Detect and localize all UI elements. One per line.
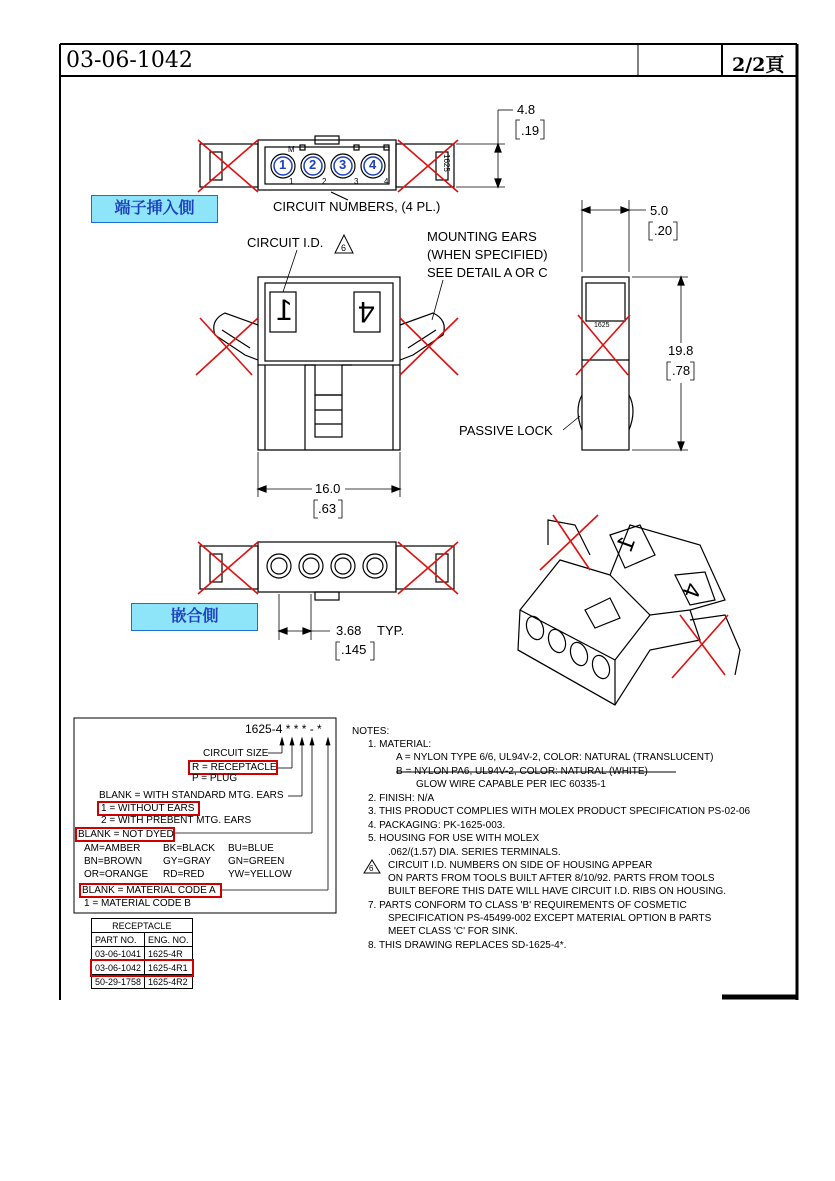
note-line: BUILT BEFORE THIS DATE WILL HAVE CIRCUIT I.D. RIBS ON HOUSING. xyxy=(388,886,727,897)
front-id-4: 4 xyxy=(358,295,375,328)
note-line: B = NYLON PA6, UL94V-2, COLOR: NATURAL (WHITE) xyxy=(396,766,648,777)
table-cell: 03-06-1041 xyxy=(92,947,145,961)
table-row xyxy=(92,961,193,975)
color-gn: GN=GREEN xyxy=(228,856,285,867)
small-number-1: 1 xyxy=(289,177,294,186)
receptacle-header-part: PART NO. xyxy=(92,933,145,947)
color-bk: BK=BLACK xyxy=(163,843,215,854)
dim-16-0-in: .63 xyxy=(318,501,337,516)
table-cell: 03-06-1042 xyxy=(92,961,145,975)
material-a-highlight xyxy=(79,883,222,898)
note-line: 2. FINISH: N/A xyxy=(368,793,435,804)
dim-5-0-in: .20 xyxy=(654,223,673,238)
note-line: A = NYLON TYPE 6/6, UL94V-2, COLOR: NATURAL (TRANSLUCENT) xyxy=(396,752,714,763)
not-dyed-label: BLANK = NOT DYED xyxy=(78,829,174,840)
note-line: 1. MATERIAL: xyxy=(368,739,432,750)
mark-m: M xyxy=(288,145,295,154)
dim-19-8: 19.8 xyxy=(668,343,694,358)
dim-4-8: 4.8 xyxy=(517,102,536,117)
receptacle-header-eng: ENG. NO. xyxy=(145,933,193,947)
notes-title: NOTES: xyxy=(352,726,390,737)
circuit-id-note-number: 6 xyxy=(341,243,347,253)
dim-19-8-in: .78 xyxy=(672,363,691,378)
note-line: .062/(1.57) DIA. SERIES TERMINALS. xyxy=(388,847,561,858)
circuit-id-label: CIRCUIT I.D. xyxy=(247,235,324,250)
table-cell: 1625-4R xyxy=(145,947,193,961)
table-cell: 50-29-1758 xyxy=(92,975,145,989)
circuit-number-2: 2 xyxy=(309,157,317,172)
dim-4-8-in: .19 xyxy=(521,123,540,138)
without-ears-label: 1 = WITHOUT EARS xyxy=(101,803,195,814)
mating-side-label: 嵌合側 xyxy=(131,603,258,631)
note-line: SPECIFICATION PS-45499-002 EXCEPT MATERIAL OPTION B PARTS xyxy=(388,913,712,924)
small-number-4: 4 xyxy=(384,177,389,186)
red-cross-marks xyxy=(196,140,728,678)
prebent-label: 2 = WITH PREBENT MTG. EARS xyxy=(101,815,252,826)
color-bu: BU=BLUE xyxy=(228,843,274,854)
table-cell: 1625-4R1 xyxy=(145,961,193,975)
without-ears-highlight xyxy=(97,801,200,816)
table-cell: 1625-4R2 xyxy=(145,975,193,989)
material-a-label: BLANK = MATERIAL CODE A xyxy=(82,885,216,896)
iso-id-1: 1 xyxy=(611,532,642,555)
blank-std-label: BLANK = WITH STANDARD MTG. EARS xyxy=(99,790,284,801)
note-line: GLOW WIRE CAPABLE PER IEC 60335-1 xyxy=(416,779,606,790)
iso-id-4: 4 xyxy=(676,579,707,602)
side-view xyxy=(563,200,694,450)
p-plug-label: P = PLUG xyxy=(192,773,238,784)
front-id-1: 1 xyxy=(276,294,293,327)
note-line: 5. HOUSING FOR USE WITH MOLEX xyxy=(368,833,540,844)
mounting-ears-line-2: (WHEN SPECIFIED) xyxy=(427,247,548,262)
dim-3-68: 3.68 xyxy=(336,623,362,638)
note-line: 3. THIS PRODUCT COMPLIES WITH MOLEX PRODUCT SPECIFICATION PS-02-06 xyxy=(368,806,751,817)
color-or: OR=ORANGE xyxy=(84,869,149,880)
color-bn: BN=BROWN xyxy=(84,856,143,867)
small-number-2: 2 xyxy=(322,177,327,186)
note-line: 8. THIS DRAWING REPLACES SD-1625-4*. xyxy=(368,940,567,951)
receptacle-table-title: RECEPTACLE xyxy=(92,919,193,933)
side-housing-mark: 1625 xyxy=(594,322,610,329)
circuit-size-label: CIRCUIT SIZE xyxy=(203,748,269,759)
passive-lock-label: PASSIVE LOCK xyxy=(459,423,553,438)
front-view xyxy=(214,250,445,518)
circuit-number-3: 3 xyxy=(339,157,347,172)
dim-5-0: 5.0 xyxy=(650,203,669,218)
circuit-number-1: 1 xyxy=(279,157,287,172)
receptacle-table xyxy=(91,918,193,989)
part-number-title: 03-06-1042 xyxy=(66,48,193,73)
mounting-ears-line-1: MOUNTING EARS xyxy=(427,229,537,244)
insert-side-label: 端子挿入側 xyxy=(91,195,218,223)
color-rd: RD=RED xyxy=(163,869,205,880)
note-line: ON PARTS FROM TOOLS BUILT AFTER 8/10/92. PARTS FROM TOOLS xyxy=(388,873,715,884)
table-row xyxy=(92,947,193,961)
dim-3-68-in: .145 xyxy=(341,642,367,657)
circuit-number-4: 4 xyxy=(369,157,377,172)
note-line: 7. PARTS CONFORM TO CLASS 'B' REQUIREMENTS OF COSMETIC xyxy=(368,900,687,911)
dim-16-0: 16.0 xyxy=(315,481,341,496)
note-line: CIRCUIT I.D. NUMBERS ON SIDE OF HOUSING APPEAR xyxy=(388,860,653,871)
part-code: 1625-4 * * * - * xyxy=(245,722,322,736)
dim-3-68-typ: TYP. xyxy=(377,623,405,638)
color-gy: GY=GRAY xyxy=(163,856,211,867)
small-number-3: 3 xyxy=(354,177,359,186)
mounting-ears-line-3: SEE DETAIL A OR C xyxy=(427,265,548,280)
page-indicator: 2/2頁 xyxy=(732,54,785,76)
note-6-number: 6 xyxy=(369,864,374,873)
r-receptacle-label: R = RECEPTACLE xyxy=(192,762,277,773)
note-line: MEET CLASS 'C' FOR SINK. xyxy=(388,926,518,937)
material-b-label: 1 = MATERIAL CODE B xyxy=(84,898,191,909)
note-line: 4. PACKAGING: PK-1625-003. xyxy=(368,820,506,831)
table-row xyxy=(92,975,193,989)
circuit-numbers-label: CIRCUIT NUMBERS, (4 PL.) xyxy=(273,199,441,214)
not-dyed-highlight xyxy=(75,827,175,842)
color-am: AM=AMBER xyxy=(84,843,141,854)
housing-mark: 1625 xyxy=(442,154,451,172)
color-yw: YW=YELLOW xyxy=(228,869,292,880)
